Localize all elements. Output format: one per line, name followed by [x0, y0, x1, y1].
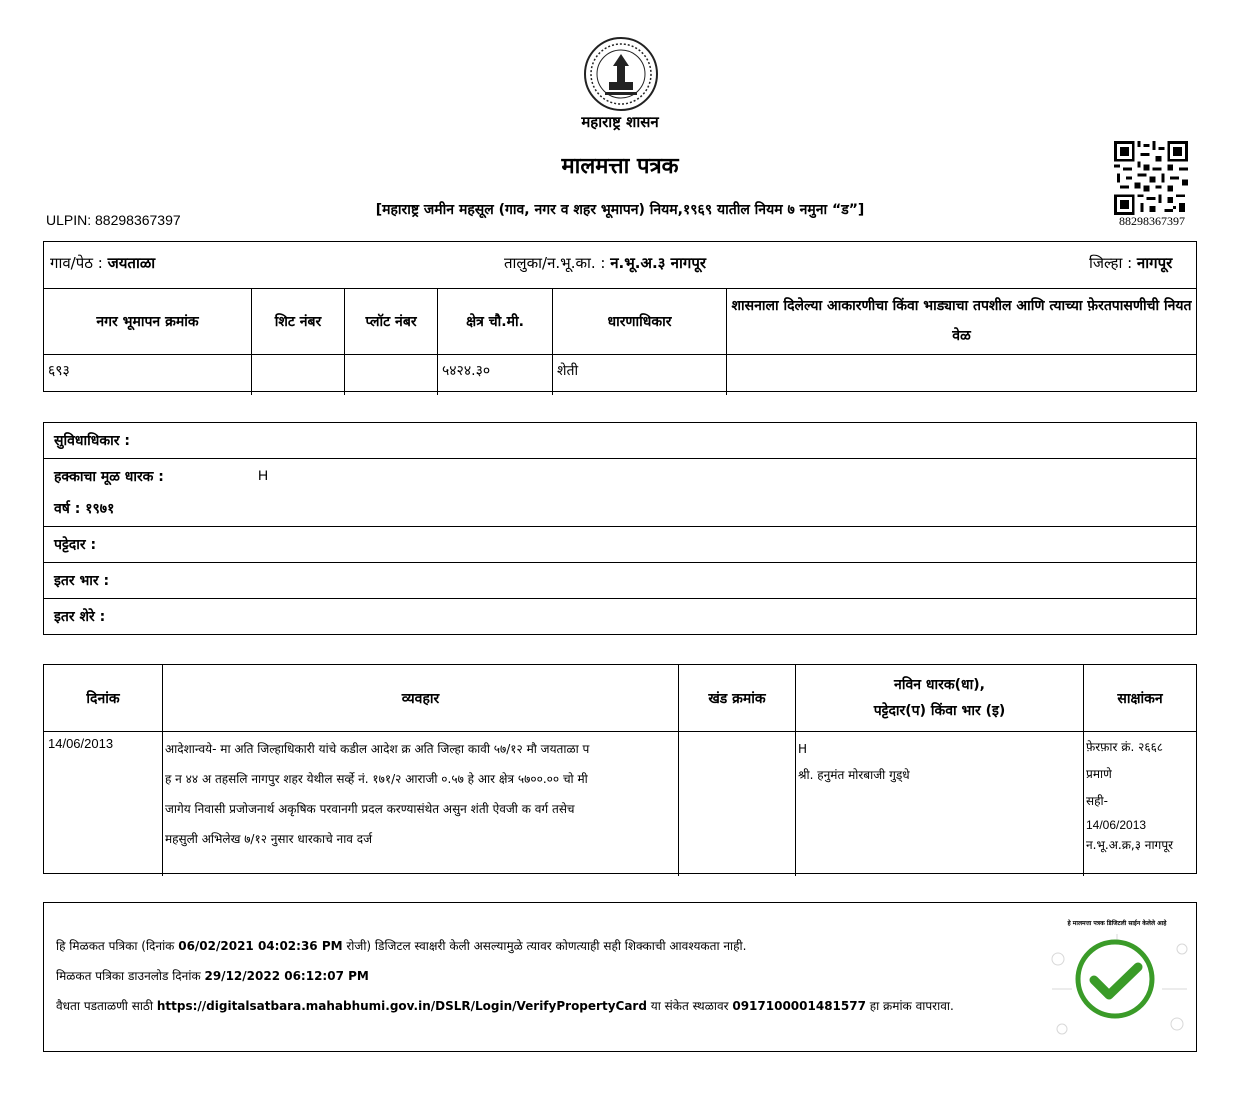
col-header-plot-no: प्लॉट नंबर — [345, 288, 438, 355]
remarks-label: इतर शेरे : — [54, 609, 106, 625]
ulpin: ULPIN: 88298367397 — [46, 212, 181, 228]
col-header-survey-no: नगर भूमापन क्रमांक — [44, 288, 252, 355]
attestation-line: सही- — [1086, 794, 1108, 808]
property-section — [43, 241, 1197, 392]
taluka-field: तालुका/न.भू.का. : न.भू.अ.३ नागपूर — [504, 254, 706, 272]
col-header-date: दिनांक — [44, 665, 163, 732]
digital-signature-stamp — [1042, 903, 1192, 1049]
remarks-row — [44, 599, 1196, 634]
transactions-table — [44, 665, 1196, 876]
encumbrance-row — [44, 563, 1196, 599]
new-holder-header-line1: नविन धारक(धा), — [894, 677, 985, 693]
attestation-line: 14/06/2013 — [1086, 818, 1147, 832]
lessee-row — [44, 527, 1196, 563]
transaction-line: आदेशान्वये- मा अति जिल्हाधिकारी यांचे कडील आदेश क्र अति जिल्हा कावी ५७/१२ मौ जयताळा प — [165, 742, 590, 756]
holder-value: H — [258, 467, 269, 483]
rights-section — [43, 422, 1197, 635]
district-field: जिल्हा : नागपूर — [1089, 254, 1173, 272]
verify-link[interactable]: https://digitalsatbara.mahabhumi.gov.in/DSLR/Login/VerifyPropertyCard — [156, 999, 647, 1013]
cell-assessment — [727, 355, 1197, 396]
year-label: वर्ष : १९७१ — [54, 501, 115, 517]
village-field: गाव/पेठ : जयताळा — [50, 254, 156, 272]
col-header-area: क्षेत्र चौ.मी. — [438, 288, 553, 355]
page-subtitle: [महाराष्ट्र जमीन महसूल (गाव, नगर व शहर भूमापन) नियम,१९६९ यातील नियम ७ नमुना “ड”] — [375, 202, 865, 218]
new-holder-line: H — [798, 742, 808, 756]
cell-volume — [679, 732, 796, 877]
qr-code — [1114, 141, 1188, 215]
attestation-line: फ़ेरफ़ार क्रं. २६६८ — [1086, 740, 1164, 754]
col-header-assessment: शासनाला दिलेल्या आकारणीचा किंवा भाड्याचा तपशील आणि त्याच्या फ़ेरतपासणीची नियत वेळ — [727, 288, 1197, 355]
col-header-volume: खंड क्रमांक — [679, 665, 796, 732]
page-title: मालमत्ता पत्रक — [561, 154, 679, 179]
cell-survey-no: ६९३ — [44, 355, 252, 396]
cell-plot-no — [345, 355, 438, 396]
download-date: मिळकत पत्रिका डाउनलोड दिनांक 29/12/2022 06:12:07 PM — [56, 969, 369, 983]
col-header-attestation: साक्षांकन — [1084, 665, 1197, 732]
attestation-line: प्रमाणे — [1086, 767, 1112, 781]
encumbrance-label: इतर भार : — [54, 573, 110, 589]
property-table — [44, 288, 1196, 395]
col-header-transaction: व्यवहार — [163, 665, 679, 732]
holder-label: हक्काचा मूळ धारक : — [54, 469, 164, 485]
col-header-tenure: धारणाधिकार — [553, 288, 727, 355]
qr-number: 88298367397 — [1119, 214, 1185, 228]
holder-row — [44, 459, 1196, 527]
col-header-sheet-no: शिट नंबर — [252, 288, 345, 355]
transactions-section — [43, 664, 1197, 874]
verification-note: वैधता पडताळणी साठी https://digitalsatbara.mahabhumi.gov.in/DSLR/Login/VerifyPropertyCard या संकेत स्थळावर 0917100001481577 हा क्रमांक वापरावा. — [56, 999, 954, 1013]
cell-attestation — [1084, 732, 1197, 877]
check-icon — [1042, 929, 1192, 1047]
digital-signature-note: हि मिळकत पत्रिका (दिनांक 06/02/2021 04:02:36 PM रोजी) डिजिटल स्वाक्षरी केली असल्यामुळे त्यावर कोणत्याही सही शिक्काची आवश्यकता नाही. — [56, 939, 747, 953]
easement-label: सुविधाधिकार : — [54, 433, 130, 449]
cell-new-holder — [796, 732, 1084, 877]
new-holder-line: श्री. हनुमंत मोरबाजी गुड्धे — [798, 768, 910, 782]
government-name: महाराष्ट्र शासन — [581, 113, 659, 131]
cell-transaction — [163, 732, 679, 877]
attestation-line: न.भू.अ.क्र,३ नागपूर — [1086, 838, 1174, 852]
transaction-line: ह न ४४ अ तहसलि नागपुर शहर येथील सर्व्हे नं. १७१/२ आराजी ०.५७ हे आर क्षेत्र ५७००.०० चो मी — [165, 772, 588, 786]
easement-row — [44, 423, 1196, 459]
cell-area: ५४२४.३० — [438, 355, 553, 396]
cell-sheet-no — [252, 355, 345, 396]
location-row — [44, 242, 1196, 289]
transaction-line: जागेय निवासी प्रजोजनार्थ अकृषिक परवानगी प्रदल करण्यासंथेत असुन शंती ऐवजी क वर्ग तसेच — [165, 802, 575, 816]
footer-section — [43, 902, 1197, 1052]
cell-tenure: शेती — [553, 355, 727, 396]
signature-stamp-text: हे मालमत्ता पत्रक डिजिटली साईन केलेले आहे — [1067, 920, 1167, 927]
transaction-line: महसुली अभिलेख ७/१२ नुसार धारकाचे नाव दर्ज — [165, 832, 373, 846]
maharashtra-emblem — [583, 36, 659, 112]
col-header-new-holder — [796, 665, 1084, 732]
cell-date: 14/06/2013 — [44, 732, 163, 877]
lessee-label: पट्टेदार : — [54, 537, 97, 553]
new-holder-header-line2: पट्टेदार(प) किंवा भार (इ) — [873, 703, 1006, 719]
